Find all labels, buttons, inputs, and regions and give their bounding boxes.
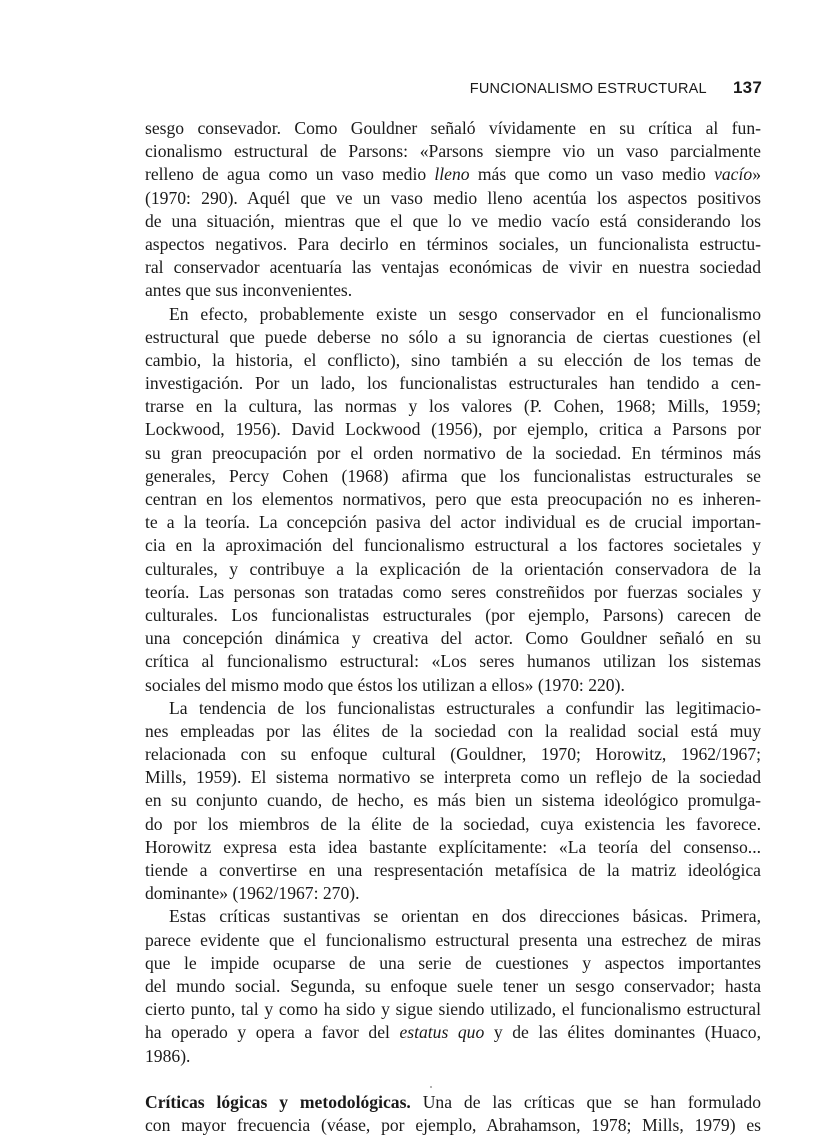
text-line: sesgo consevador. Como Gouldner señaló vívidamente en su crítica al fun- (145, 118, 761, 138)
text-line: teoría. Las personas son tratadas como seres constreñidos por fuerzas sociales y (145, 581, 761, 602)
text-line: culturales, y contribuye a la explicación de la orientación conservadora de la (145, 558, 761, 579)
text-line: do por los miembros de la élite de la sociedad, cuya existencia les favorece. (145, 813, 761, 834)
text-line: te a la teoría. La concepción pasiva del actor individual es de crucial importan- (145, 512, 761, 533)
text-line: Lockwood, 1956). David Lockwood (1956), por ejemplo, critica a Parsons por (145, 419, 761, 440)
text-line: Críticas lógicas y metodológicas. Una de las críticas que se han formulado (145, 1091, 761, 1112)
italic-term: vacío (714, 164, 753, 185)
text-line: su gran preocupación por el orden normativo de la sociedad. En términos más (145, 442, 761, 463)
text-line: cia en la aproximación del funcionalismo estructural a los factores societales y (145, 535, 761, 556)
text-line: 1986). (145, 1045, 191, 1066)
text-line: una concepción dinámica y creativa del actor. Como Gouldner señaló en su (145, 628, 761, 649)
text-line: Horowitz expresa esta idea bastante explícitamente: «La teoría del consenso... (145, 836, 761, 857)
paragraph (145, 117, 761, 303)
text-line: culturales. Los funcionalistas estructurales (por ejemplo, Parsons) carecen de (145, 604, 761, 625)
text-line: (1970: 290). Aquél que ve un vaso medio lleno acentúa los aspectos positivos (145, 187, 761, 208)
text-line: ha operado y opera a favor del estatus quo y de las élites dominantes (Huaco, (145, 1022, 761, 1043)
text-line: centran en los elementos normativos, pero que esta preocupación no es inheren- (145, 489, 761, 509)
section-gap (145, 1068, 761, 1091)
text-line: Estas críticas sustantivas se orientan en dos direcciones básicas. Primera, (169, 906, 761, 927)
text-line: En efecto, probablemente existe un sesgo conservador en el funcionalismo (169, 303, 761, 324)
page-number: 137 (733, 78, 762, 97)
text-line: relleno de agua como un vaso medio lleno más que como un vaso medio vacío» (145, 164, 761, 185)
text-line: con mayor frecuencia (véase, por ejemplo, Abrahamson, 1978; Mills, 1979) es (145, 1114, 761, 1135)
running-header (0, 78, 762, 98)
text-line: relacionada con su enfoque cultural (Gouldner, 1970; Horowitz, 1962/1967; (145, 744, 761, 765)
paragraph (145, 303, 761, 697)
running-title: FUNCIONALISMO ESTRUCTURAL (469, 81, 707, 97)
text-line: Mills, 1959). El sistema normativo se interpreta como un reflejo de la sociedad (145, 767, 761, 788)
text-line: cierto punto, tal y como ha sido y sigue siendo utilizado, el funcionalismo estructural (145, 999, 761, 1020)
text-line: aspectos negativos. Para decirlo en términos sociales, un funcionalista estructu- (145, 233, 761, 254)
text-line: estructural que puede deberse no sólo a su ignorancia de ciertas cuestiones (el (145, 326, 761, 347)
text-line: parece evidente que el funcionalismo estructural presenta una estrechez de miras (145, 929, 761, 950)
text-line: cambio, la historia, el conflicto), sino también a su elección de los temas de (145, 349, 761, 370)
paragraph (145, 905, 761, 1067)
italic-term: lleno (434, 164, 470, 185)
text-line: crítica al funcionalismo estructural: «Los seres humanos utilizan los sistemas (145, 651, 761, 672)
section-heading: Críticas lógicas y metodológicas. (145, 1091, 411, 1112)
text-line: en su conjunto cuando, de hecho, es más bien un sistema ideológico promulga- (145, 790, 761, 811)
text-line: La tendencia de los funcionalistas estructurales a confundir las legitimacio- (169, 697, 761, 718)
text-line: del mundo social. Segunda, su enfoque suele tener un sesgo conservador; hasta (145, 975, 761, 996)
text-line: cionalismo estructural de Parsons: «Parsons siempre vio un vaso parcialmente (145, 141, 761, 162)
scan-speck (430, 1086, 432, 1088)
italic-term: estatus quo (399, 1022, 485, 1043)
text-line: investigación. Por un lado, los funcionalistas estructurales han tendido a cen- (145, 373, 761, 394)
text-line: generales, Percy Cohen (1968) afirma que los funcionalistas estructurales se (145, 465, 761, 486)
paragraph (145, 697, 761, 906)
body-text (145, 117, 761, 1137)
text-line: dominante» (1962/1967: 270). (145, 883, 360, 904)
text-line: ral conservador acentuaría las ventajas económicas de vivir en nuestra sociedad (145, 257, 761, 278)
section-heading-paragraph (145, 1091, 761, 1137)
text-line: trarse en la cultura, las normas y los valores (P. Cohen, 1968; Mills, 1959; (145, 396, 761, 417)
text-line: que le impide ocuparse de una serie de cuestiones y aspectos importantes (145, 952, 761, 973)
text-line: antes que sus inconvenientes. (145, 280, 353, 301)
text-line: de una situación, mientras que el que lo ve medio vacío está considerando los (145, 210, 761, 231)
text-line: tiende a convertirse en una respresentación metafísica de la matriz ideológica (145, 860, 761, 880)
text-line: nes empleadas por las élites de la sociedad con la realidad social está muy (145, 720, 761, 741)
text-line: sociales del mismo modo que éstos los utilizan a ellos» (1970: 220). (145, 674, 625, 695)
